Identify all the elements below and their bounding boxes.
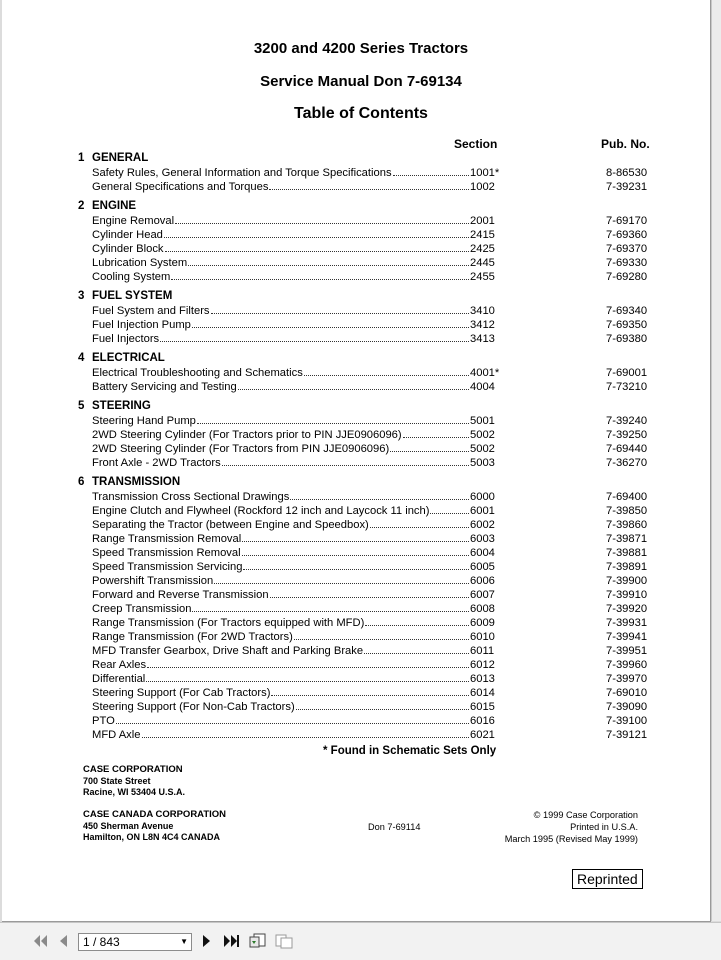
entry-title: 2WD Steering Cylinder (For Tractors from PIN JJE0906096) — [92, 443, 390, 455]
entry-section: 5002 — [470, 443, 495, 455]
dot-leader — [146, 672, 469, 682]
chapter-number: 3 — [78, 290, 85, 302]
entry-section: 6011 — [470, 645, 495, 657]
entry-title: Range Transmission Removal — [92, 533, 242, 545]
entry-pub-number: 7-39960 — [606, 659, 648, 671]
entry-pub-number: 7-69350 — [606, 319, 648, 331]
toc-chapter — [2, 400, 702, 470]
dot-leader — [116, 714, 469, 724]
toc-entry[interactable] — [2, 366, 702, 380]
entry-pub-number: 7-69340 — [606, 305, 648, 317]
entry-title: Steering Hand Pump — [92, 415, 196, 427]
dot-leader — [304, 366, 469, 376]
first-page-icon — [32, 934, 48, 948]
case-canada-address — [83, 809, 226, 844]
entry-section: 4004 — [470, 381, 495, 393]
entry-section: 3410 — [470, 305, 495, 317]
entry-pub-number: 7-39250 — [606, 429, 648, 441]
document-page — [2, 0, 711, 922]
entry-title: Steering Support (For Non-Cab Tractors) — [92, 701, 295, 713]
next-page-button[interactable] — [197, 932, 217, 950]
entry-section: 6021 — [470, 729, 495, 741]
entry-pub-number: 7-39920 — [606, 603, 648, 615]
dot-leader — [142, 728, 470, 738]
toc-entry[interactable] — [2, 714, 702, 728]
toc-entry[interactable] — [2, 414, 702, 428]
dot-leader — [243, 560, 469, 570]
toc-chapter — [2, 290, 702, 346]
entry-section: 2415 — [470, 229, 495, 241]
dropdown-caret-icon: ▼ — [180, 937, 188, 946]
entry-title: 2WD Steering Cylinder (For Tractors prior to PIN JJE0906096) — [92, 429, 402, 441]
toc-entry[interactable] — [2, 180, 702, 194]
dot-leader — [403, 428, 469, 438]
entry-title: Cylinder Block — [92, 243, 164, 255]
toc-entry[interactable] — [2, 532, 702, 546]
entry-pub-number: 7-73210 — [606, 381, 648, 393]
copyright-block — [505, 809, 638, 845]
chapter-title: TRANSMISSION — [92, 476, 181, 488]
entry-section: 6003 — [470, 533, 495, 545]
dot-leader — [430, 504, 469, 514]
entry-section: 1002 — [470, 181, 495, 193]
entry-section: 5002 — [470, 429, 495, 441]
dot-leader — [197, 414, 469, 424]
chapter-title: FUEL SYSTEM — [92, 290, 173, 302]
chapter-number: 1 — [78, 152, 85, 164]
entry-title: MFD Axle — [92, 729, 141, 741]
entry-section: 4001* — [470, 367, 500, 379]
entry-title: Cooling System — [92, 271, 171, 283]
address-line: Hamilton, ON L8N 4C4 CANADA — [83, 832, 221, 842]
toc-entry[interactable] — [2, 602, 702, 616]
entry-title: Fuel Injectors — [92, 333, 160, 345]
page-view-icon — [249, 933, 267, 949]
entry-title: Fuel System and Filters — [92, 305, 210, 317]
entry-pub-number: 8-86530 — [606, 167, 648, 179]
entry-pub-number: 7-39871 — [606, 533, 648, 545]
toc-chapter — [2, 476, 702, 742]
entry-pub-number: 7-39121 — [606, 729, 648, 741]
entry-section: 6006 — [470, 575, 495, 587]
entry-pub-number: 7-39850 — [606, 505, 648, 517]
toc-entry[interactable] — [2, 504, 702, 518]
company-name: CASE CANADA CORPORATION — [83, 809, 227, 820]
entry-pub-number: 7-39910 — [606, 589, 648, 601]
toc-entry[interactable] — [2, 560, 702, 574]
dot-leader — [192, 318, 469, 328]
next-page-icon — [202, 934, 212, 948]
dot-leader — [175, 214, 469, 224]
entry-pub-number: 7-69170 — [606, 215, 648, 227]
entry-section: 6015 — [470, 701, 495, 713]
entry-title: Powershift Transmission — [92, 575, 214, 587]
company-name: CASE CORPORATION — [83, 764, 183, 775]
toc-entry[interactable] — [2, 442, 702, 456]
dot-leader — [160, 332, 469, 342]
entry-title: General Specifications and Torques — [92, 181, 269, 193]
printed-line: Printed in U.S.A. — [570, 822, 638, 832]
dot-leader — [364, 644, 469, 654]
toc-chapter — [2, 152, 702, 194]
entry-section: 6013 — [470, 673, 495, 685]
entry-pub-number: 7-39900 — [606, 575, 648, 587]
entry-pub-number: 7-39941 — [606, 631, 648, 643]
toc-entry[interactable] — [2, 658, 702, 672]
vertical-scrollbar[interactable] — [711, 0, 721, 921]
dot-leader — [238, 380, 469, 390]
chapter-heading — [2, 352, 702, 366]
entry-section: 2455 — [470, 271, 495, 283]
document-title: 3200 and 4200 Series Tractors — [253, 40, 469, 57]
dot-leader — [214, 574, 469, 584]
dot-leader — [296, 700, 469, 710]
dot-leader — [222, 456, 469, 466]
toc-entry[interactable] — [2, 166, 702, 180]
dot-leader — [365, 616, 469, 626]
dot-leader — [294, 630, 469, 640]
entry-title: Engine Removal — [92, 215, 175, 227]
last-page-button[interactable] — [221, 932, 241, 950]
toc-heading: Table of Contents — [294, 105, 428, 122]
entry-pub-number: 7-69001 — [606, 367, 648, 379]
first-page-button[interactable] — [30, 932, 50, 950]
entry-title: Engine Clutch and Flywheel (Rockford 12 inch and Laycock 11 inch) — [92, 505, 430, 517]
entry-pub-number: 7-39881 — [606, 547, 648, 559]
dot-leader — [269, 180, 469, 190]
entry-pub-number: 7-69010 — [606, 687, 648, 699]
entry-pub-number: 7-69400 — [606, 491, 648, 503]
toc-entry[interactable] — [2, 490, 702, 504]
table-of-contents — [2, 152, 702, 748]
toc-entry[interactable] — [2, 574, 702, 588]
entry-pub-number: 7-39090 — [606, 701, 648, 713]
entry-section: 6009 — [470, 617, 495, 629]
toc-entry[interactable] — [2, 456, 702, 470]
entry-title: Creep Transmission — [92, 603, 192, 615]
entry-pub-number: 7-69380 — [606, 333, 648, 345]
entry-title: Forward and Reverse Transmission — [92, 589, 269, 601]
entry-pub-number: 7-69370 — [606, 243, 648, 255]
entry-title: Separating the Tractor (between Engine and Speedbox) — [92, 519, 369, 531]
toc-entry[interactable] — [2, 672, 702, 686]
entry-section: 6005 — [470, 561, 495, 573]
toc-chapter — [2, 200, 702, 284]
manual-subtitle: Service Manual Don 7-69134 — [260, 73, 462, 90]
section-column-header: Section — [454, 137, 498, 151]
toc-entry[interactable] — [2, 228, 702, 242]
chapter-number: 4 — [78, 352, 85, 364]
entry-pub-number: 7-39951 — [606, 645, 648, 657]
entry-title: Fuel Injection Pump — [92, 319, 191, 331]
toc-entry[interactable] — [2, 318, 702, 332]
chapter-title: STEERING — [92, 400, 151, 412]
toc-entry[interactable] — [2, 686, 702, 700]
chapter-title: ENGINE — [92, 200, 137, 212]
entry-title: PTO — [92, 715, 115, 727]
entry-section: 3413 — [470, 333, 495, 345]
two-page-icon — [275, 933, 293, 949]
entry-section: 6007 — [470, 589, 495, 601]
toc-entry[interactable] — [2, 588, 702, 602]
reprinted-stamp: Reprinted — [572, 869, 643, 889]
pubno-column-header: Pub. No. — [601, 137, 650, 151]
dot-leader — [165, 242, 469, 252]
entry-section: 6016 — [470, 715, 495, 727]
entry-section: 6012 — [470, 659, 495, 671]
entry-pub-number: 7-39100 — [606, 715, 648, 727]
toc-entry[interactable] — [2, 630, 702, 644]
entry-title: Cylinder Head — [92, 229, 163, 241]
toc-entry[interactable] — [2, 546, 702, 560]
dot-leader — [171, 270, 469, 280]
entry-section: 2425 — [470, 243, 495, 255]
toc-entry[interactable] — [2, 428, 702, 442]
page-number-input[interactable] — [78, 933, 192, 951]
toc-entry[interactable] — [2, 728, 702, 742]
entry-pub-number: 7-69360 — [606, 229, 648, 241]
entry-title: MFD Transfer Gearbox, Drive Shaft and Parking Brake — [92, 645, 364, 657]
entry-pub-number: 7-69440 — [606, 443, 648, 455]
entry-section: 6014 — [470, 687, 495, 699]
chapter-number: 6 — [78, 476, 85, 488]
two-page-view-button[interactable] — [274, 932, 294, 950]
entry-title: Range Transmission (For Tractors equipped with MFD) — [92, 617, 365, 629]
entry-title: Lubrication System — [92, 257, 188, 269]
toc-entry[interactable] — [2, 332, 702, 346]
entry-pub-number: 7-39931 — [606, 617, 648, 629]
toc-entry[interactable] — [2, 304, 702, 318]
entry-title: Speed Transmission Servicing — [92, 561, 243, 573]
entry-title: Steering Support (For Cab Tractors) — [92, 687, 271, 699]
dot-leader — [188, 256, 469, 266]
entry-pub-number: 7-39860 — [606, 519, 648, 531]
entry-pub-number: 7-69330 — [606, 257, 648, 269]
chapter-number: 2 — [78, 200, 85, 212]
last-page-icon — [223, 934, 239, 948]
entry-section: 2001 — [470, 215, 495, 227]
entry-section: 5003 — [470, 457, 495, 469]
dot-leader — [270, 588, 469, 598]
toc-entry[interactable] — [2, 644, 702, 658]
toc-entry[interactable] — [2, 214, 702, 228]
entry-title: Safety Rules, General Information and Torque Specifications — [92, 167, 392, 179]
viewer-toolbar — [0, 922, 721, 960]
entry-section: 3412 — [470, 319, 495, 331]
dot-leader — [390, 442, 469, 452]
entry-pub-number: 7-39240 — [606, 415, 648, 427]
document-number: Don 7-69114 — [368, 822, 421, 832]
chapter-title: GENERAL — [92, 152, 149, 164]
entry-title: Range Transmission (For 2WD Tractors) — [92, 631, 293, 643]
revision-date: March 1995 (Revised May 1999) — [504, 834, 638, 844]
address-line: 700 State Street — [83, 775, 151, 786]
entry-title: Transmission Cross Sectional Drawings — [92, 491, 290, 503]
dot-leader — [242, 532, 469, 542]
toc-entry[interactable] — [2, 270, 702, 284]
entry-section: 6001 — [470, 505, 495, 517]
entry-section: 5001 — [470, 415, 495, 427]
entry-section: 6010 — [470, 631, 495, 643]
entry-section: 1001* — [470, 167, 500, 179]
entry-title: Differential — [92, 673, 146, 685]
chapter-title: ELECTRICAL — [92, 352, 165, 364]
chapter-heading — [2, 152, 702, 166]
toc-entry[interactable] — [2, 380, 702, 394]
toc-entry[interactable] — [2, 256, 702, 270]
toc-entry[interactable] — [2, 242, 702, 256]
dot-leader — [370, 518, 469, 528]
entry-title: Speed Transmission Removal — [92, 547, 241, 559]
case-corporation-address — [83, 764, 185, 799]
entry-pub-number: 7-39231 — [606, 181, 648, 193]
toc-entry[interactable] — [2, 700, 702, 714]
chapter-heading — [2, 200, 702, 214]
previous-page-icon — [58, 934, 68, 948]
chapter-heading — [2, 290, 702, 304]
entry-pub-number: 7-36270 — [606, 457, 648, 469]
toc-chapter — [2, 352, 702, 394]
dot-leader — [290, 490, 469, 500]
previous-page-button[interactable] — [53, 932, 73, 950]
dot-leader — [147, 658, 469, 668]
dot-leader — [393, 166, 469, 176]
page-view-button[interactable] — [248, 932, 268, 950]
dot-leader — [211, 304, 469, 314]
entry-title: Rear Axles — [92, 659, 147, 671]
footnote: * Found in Schematic Sets Only — [323, 745, 497, 757]
copyright-line: © 1999 Case Corporation — [533, 810, 638, 820]
chapter-heading — [2, 476, 702, 490]
dot-leader — [242, 546, 469, 556]
entry-section: 6000 — [470, 491, 495, 503]
address-line: 450 Sherman Avenue — [83, 820, 174, 831]
entry-section: 2445 — [470, 257, 495, 269]
address-line: Racine, WI 53404 U.S.A. — [83, 787, 186, 797]
entry-title: Front Axle - 2WD Tractors — [92, 457, 221, 469]
entry-title: Battery Servicing and Testing — [92, 381, 237, 393]
toc-entry[interactable] — [2, 518, 702, 532]
entry-title: Electrical Troubleshooting and Schematics — [92, 367, 303, 379]
entry-section: 6002 — [470, 519, 495, 531]
dot-leader — [271, 686, 469, 696]
dot-leader — [192, 602, 469, 612]
toc-entry[interactable] — [2, 616, 702, 630]
dot-leader — [164, 228, 469, 238]
chapter-number: 5 — [78, 400, 85, 412]
entry-pub-number: 7-39970 — [606, 673, 648, 685]
entry-section: 6004 — [470, 547, 495, 559]
entry-section: 6008 — [470, 603, 495, 615]
entry-pub-number: 7-39891 — [606, 561, 648, 573]
page-number-value: 1 / 843 — [83, 935, 120, 949]
entry-pub-number: 7-69280 — [606, 271, 648, 283]
chapter-heading — [2, 400, 702, 414]
